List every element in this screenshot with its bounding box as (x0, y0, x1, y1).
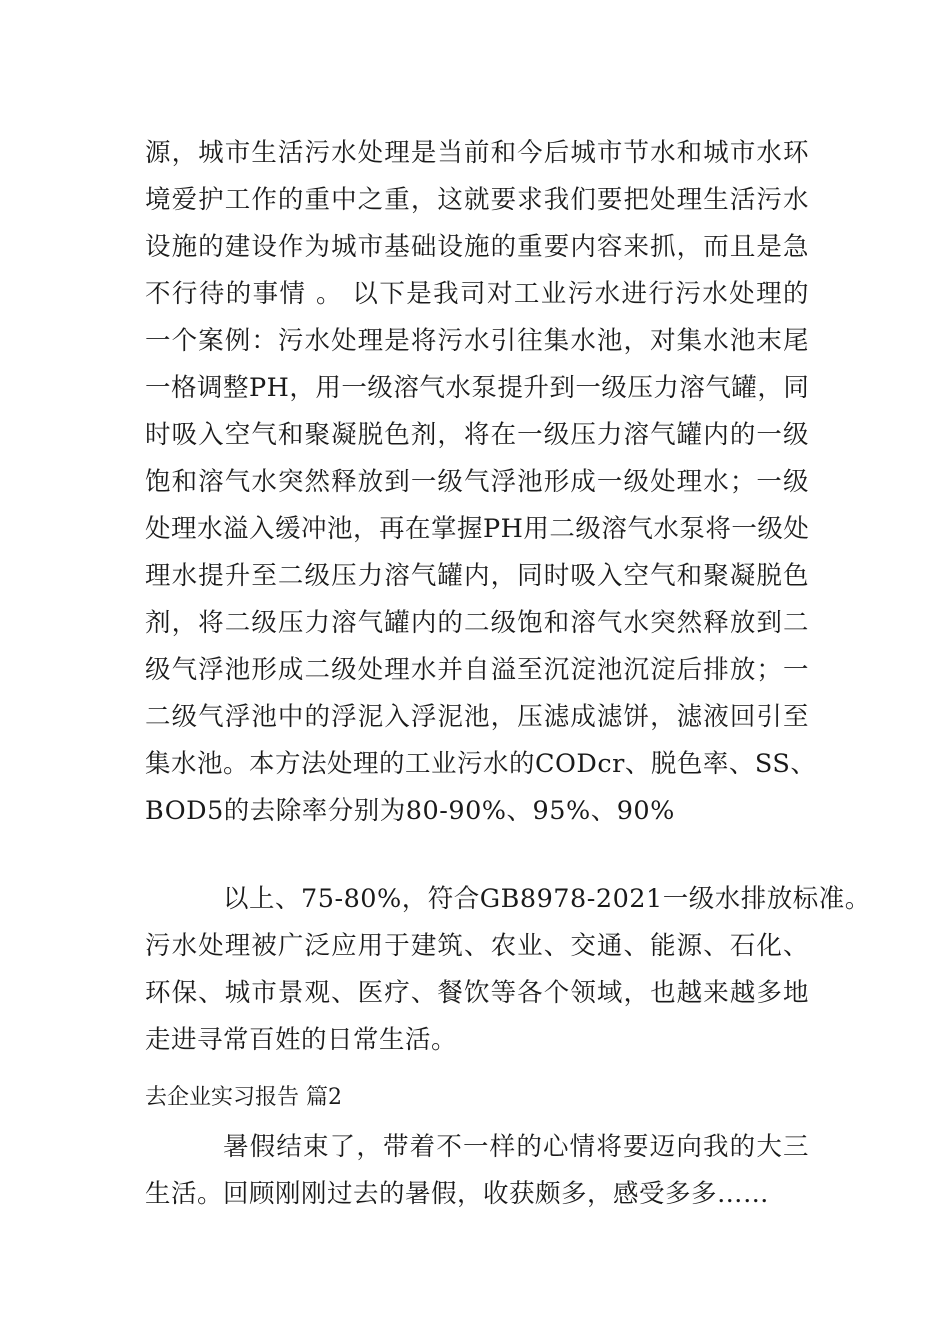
text-line: 级气浮池形成二级处理水并自溢至沉淀池沉淀后排放；一 (145, 655, 809, 685)
paragraph-summer-intro (145, 1124, 809, 1218)
paragraph-applications (145, 876, 871, 1064)
text-line: 境爱护工作的重中之重，这就要求我们要把处理生活污水 (145, 185, 809, 215)
text-line: 走进寻常百姓的日常生活。 (145, 1025, 458, 1055)
paragraph-wastewater-case (145, 130, 817, 835)
text-line: 二级气浮池中的浮泥入浮泥池，压滤成滤饼，滤液回引至 (145, 702, 809, 732)
text-line: 处理水溢入缓冲池，再在掌握PH用二级溶气水泵将一级处 (145, 514, 810, 544)
text-line: 污水处理被广泛应用于建筑、农业、交通、能源、石化、 (145, 931, 809, 961)
text-line: BOD5的去除率分别为80-90%、95%、90% (145, 796, 675, 826)
text-line: 饱和溶气水突然释放到一级气浮池形成一级处理水；一级 (145, 467, 809, 497)
text-line: 一格调整PH，用一级溶气水泵提升到一级压力溶气罐，同 (145, 373, 810, 403)
text-line: 设施的建设作为城市基础设施的重要内容来抓，而且是急 (145, 232, 809, 262)
text-line: 不行待的事情 。 以下是我司对工业污水进行污水处理的 (145, 279, 809, 309)
text-line: 一个案例：污水处理是将污水引往集水池，对集水池末尾 (145, 326, 809, 356)
text-line: 环保、城市景观、医疗、餐饮等各个领域，也越来越多地 (145, 978, 809, 1008)
section-heading: 去企业实习报告 篇2 (145, 1085, 342, 1110)
text-line: 集水池。本方法处理的工业污水的CODcr、脱色率、SS、 (145, 749, 817, 779)
text-line: 生活。回顾刚刚过去的暑假，收获颇多，感受多多…… (145, 1179, 770, 1209)
text-line: 剂，将二级压力溶气罐内的二级饱和溶气水突然释放到二 (145, 608, 809, 638)
text-line: 以上、75-80%，符合GB8978-2021一级水排放标准。 (223, 884, 871, 914)
text-line: 暑假结束了，带着不一样的心情将要迈向我的大三 (223, 1132, 809, 1162)
text-line: 源，城市生活污水处理是当前和今后城市节水和城市水环 (145, 138, 809, 168)
text-line: 理水提升至二级压力溶气罐内，同时吸入空气和聚凝脱色 (145, 561, 809, 591)
text-line: 时吸入空气和聚凝脱色剂，将在一级压力溶气罐内的一级 (145, 420, 809, 450)
